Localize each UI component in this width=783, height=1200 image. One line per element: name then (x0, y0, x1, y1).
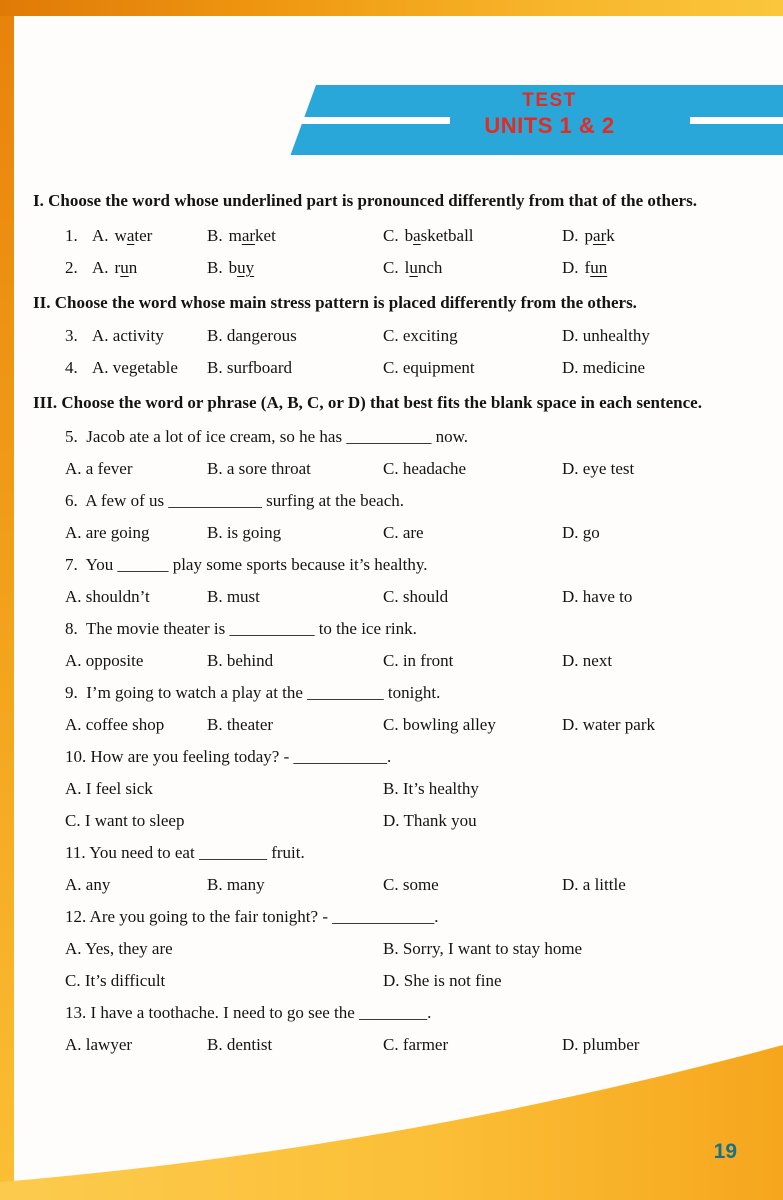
question-2-row (33, 252, 757, 284)
word-post: k (606, 226, 615, 245)
question-5-option-d: D. eye test (562, 459, 635, 478)
question-11-stem: 11. You need to eat ________ fruit. (65, 843, 305, 862)
question-12-option-d: D. She is not fine (383, 971, 502, 990)
question-4-option-c: C. equipment (383, 358, 475, 377)
question-9-option-a: A. coffee shop (65, 715, 165, 734)
question-number: 3. (65, 326, 78, 345)
bottom-swoosh-decoration (0, 1030, 783, 1200)
option-label: A. (92, 258, 109, 277)
question-8-option-d: D. next (562, 651, 613, 670)
word-pre: p (584, 226, 594, 245)
question-13-option-c: C. farmer (383, 1035, 449, 1054)
word-pre: w (114, 226, 127, 245)
question-1-option-a (65, 220, 207, 252)
top-border-decoration (0, 0, 783, 16)
question-number: 4. (65, 358, 78, 377)
question-10-stem: 10. How are you feeling today? - ___________. (65, 747, 392, 766)
question-2-option-a (65, 252, 207, 284)
question-1-row (33, 220, 757, 252)
question-6-option-b: B. is going (207, 523, 282, 542)
question-11-options (33, 869, 757, 901)
question-12-options-row-2 (33, 965, 757, 997)
question-13-option-a: A. lawyer (65, 1035, 133, 1054)
underlined-letters: a (126, 226, 135, 245)
question-6-option-c: C. are (383, 523, 424, 542)
question-3-row (33, 320, 757, 352)
question-12-option-c: C. It’s difficult (65, 971, 166, 990)
question-13-option-b: B. dentist (207, 1035, 273, 1054)
question-11-option-c: C. some (383, 875, 439, 894)
option-label: B. (207, 226, 223, 245)
question-3-option-c: C. exciting (383, 326, 458, 345)
question-10-option-b: B. It’s healthy (383, 779, 479, 798)
question-12-stem: 12. Are you going to the fair tonight? - ____________. (65, 907, 439, 926)
word-post: ter (134, 226, 153, 245)
section-1-heading: I. Choose the word whose underlined part is pronounced differently from that of the others. (33, 191, 697, 210)
question-6-stem: 6. A few of us ___________ surfing at the beach. (65, 491, 404, 510)
question-5-options (33, 453, 757, 485)
question-3-option-b: B. dangerous (207, 326, 297, 345)
question-6-option-a: A. are going (65, 523, 150, 542)
word-pre: m (228, 226, 242, 245)
question-9-option-b: B. theater (207, 715, 274, 734)
option-text: A. activity (92, 326, 164, 345)
question-8-option-a: A. opposite (65, 651, 144, 670)
question-10-option-a: A. I feel sick (65, 779, 153, 798)
underlined-letters: uy (237, 258, 255, 277)
word-pre: b (404, 226, 414, 245)
question-7-option-c: C. should (383, 587, 449, 606)
question-11-option-b: B. many (207, 875, 265, 894)
question-5-option-c: C. headache (383, 459, 467, 478)
question-13-option-d: D. plumber (562, 1035, 640, 1054)
question-8-options (33, 645, 757, 677)
question-13-stem: 13. I have a toothache. I need to go see the ________. (65, 1003, 432, 1022)
question-5-option-a: A. a fever (65, 459, 133, 478)
question-12-option-a: A. Yes, they are (65, 939, 173, 958)
question-2-option-c (383, 252, 562, 284)
question-9-options (33, 709, 757, 741)
question-4-option-d: D. medicine (562, 358, 646, 377)
underlined-letters: u (409, 258, 418, 277)
option-label: D. (562, 226, 579, 245)
question-7-options (33, 581, 757, 613)
section-3-heading: III. Choose the word or phrase (A, B, C, or D) that best fits the blank space in each sentence. (33, 393, 702, 412)
word-post: sketball (420, 226, 474, 245)
underlined-letters: ar (593, 226, 607, 245)
option-label: D. (562, 258, 579, 277)
question-4-option-b: B. surfboard (207, 358, 292, 377)
underlined-letters: a (413, 226, 421, 245)
question-8-option-b: B. behind (207, 651, 274, 670)
question-10-options-row-1 (33, 773, 757, 805)
option-label: C. (383, 226, 399, 245)
question-7-option-d: D. have to (562, 587, 633, 606)
question-3-option-d: D. unhealthy (562, 326, 650, 345)
word-pre: r (114, 258, 121, 277)
banner-subtitle: UNITS 1 & 2 (484, 113, 615, 138)
question-8-stem: 8. The movie theater is __________ to the ice rink. (65, 619, 417, 638)
question-7-option-a: A. shouldn’t (65, 587, 150, 606)
question-4-option-a (65, 352, 207, 384)
question-2-option-d (562, 252, 757, 284)
question-7-stem: 7. You ______ play some sports because it’s healthy. (65, 555, 428, 574)
option-label: A. (92, 226, 109, 245)
banner-title: TEST (522, 90, 577, 111)
banner-text (316, 89, 783, 139)
question-9-option-d: D. water park (562, 715, 655, 734)
question-5-option-b: B. a sore throat (207, 459, 311, 478)
word-pre: b (228, 258, 238, 277)
word-pre: f (584, 258, 591, 277)
question-11-option-a: A. any (65, 875, 111, 894)
question-3-option-a (65, 320, 207, 352)
question-5-stem: 5. Jacob ate a lot of ice cream, so he has __________ now. (65, 427, 469, 446)
option-label: B. (207, 258, 223, 277)
word-pre: l (404, 258, 410, 277)
page-number: 19 (713, 1140, 737, 1163)
underlined-letters: un (590, 258, 608, 277)
question-10-option-d: D. Thank you (383, 811, 477, 830)
question-9-option-c: C. bowling alley (383, 715, 496, 734)
question-6-option-d: D. go (562, 523, 600, 542)
question-1-option-b (207, 220, 383, 252)
question-number: 2. (65, 258, 78, 277)
word-post: n (128, 258, 138, 277)
word-post: nch (417, 258, 443, 277)
question-6-options (33, 517, 757, 549)
question-1-option-c (383, 220, 562, 252)
question-12-options-row-1 (33, 933, 757, 965)
question-10-options-row-2 (33, 805, 757, 837)
underlined-letters: ar (241, 226, 256, 245)
question-1-option-d (562, 220, 757, 252)
question-4-row (33, 352, 757, 384)
underlined-letters: u (120, 258, 129, 277)
question-10-option-c: C. I want to sleep (65, 811, 185, 830)
question-11-option-d: D. a little (562, 875, 626, 894)
question-12-option-b: B. Sorry, I want to stay home (383, 939, 583, 958)
question-9-stem: 9. I’m going to watch a play at the _________ tonight. (65, 683, 441, 702)
question-number: 1. (65, 226, 78, 245)
question-8-option-c: C. in front (383, 651, 454, 670)
question-7-option-b: B. must (207, 587, 260, 606)
word-post: ket (255, 226, 276, 245)
section-2-heading: II. Choose the word whose main stress pattern is placed differently from the others. (33, 293, 637, 312)
option-text: A. vegetable (92, 358, 178, 377)
question-2-option-b (207, 252, 383, 284)
left-border-decoration (0, 0, 14, 1200)
option-label: C. (383, 258, 399, 277)
test-content (33, 188, 757, 1061)
